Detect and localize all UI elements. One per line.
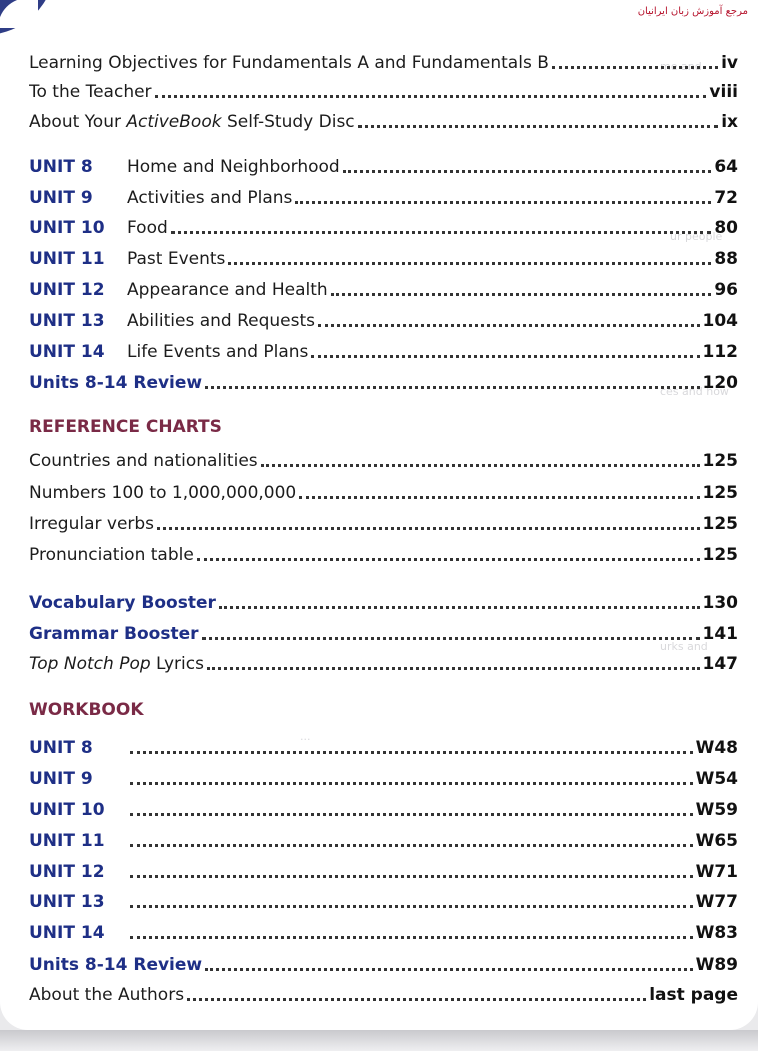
- toc-page: W83: [695, 923, 738, 943]
- toc-label: Units 8-14 Review: [29, 373, 203, 393]
- toc-row-workbook-unit-12[interactable]: [29, 857, 738, 883]
- toc-row-unit-9[interactable]: [29, 183, 738, 209]
- toc-row-unit-12[interactable]: [29, 275, 738, 301]
- toc-label: About the Authors: [29, 985, 185, 1005]
- toc-page: last page: [649, 985, 738, 1005]
- toc-label: Units 8-14 Review: [29, 955, 203, 975]
- unit-number: UNIT 8: [29, 157, 93, 177]
- watermark: مرجع آموزش زبان ایرانیان: [637, 6, 748, 17]
- toc-label: Numbers 100 to 1,000,000,000: [29, 483, 297, 503]
- toc-row-about-activebook[interactable]: [29, 107, 738, 133]
- toc-page: 125: [702, 451, 738, 471]
- unit-number: UNIT 13: [29, 311, 105, 331]
- leader-dots: [205, 382, 699, 389]
- unit-number: UNIT 12: [29, 280, 105, 300]
- toc-label: About Your ActiveBook Self-Study Disc: [29, 112, 355, 132]
- leader-dots: [155, 91, 707, 98]
- unit-number: UNIT 11: [29, 831, 105, 851]
- unit-number: UNIT 10: [29, 800, 105, 820]
- leader-dots: [130, 871, 693, 878]
- unit-number: UNIT 9: [29, 188, 93, 208]
- leader-dots: [130, 901, 693, 908]
- unit-number: UNIT 14: [29, 342, 105, 362]
- toc-label: Vocabulary Booster: [29, 593, 216, 613]
- toc-page: iv: [721, 53, 738, 73]
- show-through: urks and: [660, 640, 708, 653]
- toc-page: 112: [702, 342, 738, 362]
- toc-page: W54: [695, 769, 738, 789]
- toc-row-workbook-review[interactable]: [29, 950, 738, 976]
- toc-label: Learning Objectives for Fundamentals A and Fundamentals B: [29, 53, 549, 73]
- leader-dots: [343, 166, 712, 173]
- toc-page: ix: [721, 112, 738, 132]
- unit-title: Home and Neighborhood: [127, 157, 340, 177]
- show-through: ces and how: [660, 385, 729, 398]
- leader-dots: [228, 258, 711, 265]
- leader-dots: [331, 289, 712, 296]
- unit-number: UNIT 9: [29, 769, 93, 789]
- leader-dots: [311, 351, 699, 358]
- unit-number: UNIT 13: [29, 892, 105, 912]
- leader-dots: [261, 460, 700, 467]
- toc-row-learning-objectives[interactable]: [29, 48, 738, 74]
- toc-row-countries[interactable]: [29, 446, 738, 472]
- toc-row-unit-8[interactable]: [29, 152, 738, 178]
- toc-row-irregular-verbs[interactable]: [29, 509, 738, 535]
- toc-row-unit-11[interactable]: [29, 244, 738, 270]
- unit-title: Appearance and Health: [127, 280, 328, 300]
- toc-row-vocabulary-booster[interactable]: [29, 588, 738, 614]
- unit-number: UNIT 12: [29, 862, 105, 882]
- leader-dots: [197, 554, 700, 561]
- leader-dots: [205, 964, 692, 971]
- toc-page: W59: [695, 800, 738, 820]
- section-heading-workbook: WORKBOOK: [29, 700, 144, 720]
- toc-page: 125: [702, 514, 738, 534]
- toc-page: W65: [695, 831, 738, 851]
- toc-page: 96: [714, 280, 738, 300]
- leader-dots: [358, 121, 719, 128]
- toc-row-lyrics[interactable]: [29, 649, 738, 675]
- unit-number: UNIT 11: [29, 249, 105, 269]
- toc-page: W48: [695, 738, 738, 758]
- show-through: me and: [660, 60, 702, 73]
- toc-page: 125: [702, 483, 738, 503]
- unit-title: Life Events and Plans: [127, 342, 309, 362]
- toc-page: 120: [702, 373, 738, 393]
- page-edge-shadow: [0, 1030, 758, 1051]
- leader-dots: [130, 932, 693, 939]
- toc-row-unit-13[interactable]: [29, 306, 738, 332]
- toc-row-workbook-unit-10[interactable]: [29, 795, 738, 821]
- toc-row-grammar-booster[interactable]: [29, 619, 738, 645]
- leader-dots: [318, 320, 700, 327]
- toc-label: Pronunciation table: [29, 545, 194, 565]
- toc-row-pronunciation[interactable]: [29, 540, 738, 566]
- toc-page: 125: [702, 545, 738, 565]
- leader-dots: [187, 994, 646, 1001]
- section-heading-reference-charts: REFERENCE CHARTS: [29, 417, 222, 437]
- toc-page: 147: [702, 654, 738, 674]
- leader-dots: [171, 227, 712, 234]
- toc-row-unit-10[interactable]: [29, 213, 738, 239]
- leader-dots: [552, 62, 718, 69]
- toc-row-workbook-unit-9[interactable]: [29, 764, 738, 790]
- toc-label: Irregular verbs: [29, 514, 155, 534]
- unit-number: UNIT 10: [29, 218, 105, 238]
- toc-page: 64: [714, 157, 738, 177]
- toc-row-workbook-unit-13[interactable]: [29, 887, 738, 913]
- corner-tab: [0, 0, 55, 35]
- toc-row-unit-14[interactable]: [29, 337, 738, 363]
- leader-dots: [130, 809, 693, 816]
- toc-row-to-the-teacher[interactable]: [29, 77, 738, 103]
- toc-row-workbook-unit-8[interactable]: [29, 733, 738, 759]
- toc-page: 80: [714, 218, 738, 238]
- unit-number: UNIT 14: [29, 923, 105, 943]
- toc-label: To the Teacher: [29, 82, 152, 102]
- unit-title: Activities and Plans: [127, 188, 293, 208]
- toc-page: viii: [709, 82, 738, 102]
- toc-page: W77: [695, 892, 738, 912]
- leader-dots: [295, 197, 711, 204]
- unit-title: Past Events: [127, 249, 226, 269]
- toc-page: 104: [702, 311, 738, 331]
- leader-dots: [130, 840, 693, 847]
- unit-number: UNIT 8: [29, 738, 93, 758]
- leader-dots: [219, 602, 700, 609]
- toc-label: Grammar Booster: [29, 624, 199, 644]
- leader-dots: [130, 778, 693, 785]
- toc-page: W71: [695, 862, 738, 882]
- toc-page: 88: [714, 249, 738, 269]
- unit-title: Food: [127, 218, 168, 238]
- leader-dots: [299, 492, 699, 499]
- toc-page: 72: [714, 188, 738, 208]
- toc-page: 141: [702, 624, 738, 644]
- leader-dots: [207, 663, 700, 670]
- show-through: ...: [300, 730, 311, 743]
- leader-dots: [202, 633, 700, 640]
- toc-page: 130: [702, 593, 738, 613]
- toc-row-workbook-unit-11[interactable]: [29, 826, 738, 852]
- unit-title: Abilities and Requests: [127, 311, 315, 331]
- show-through: ur people: [670, 230, 723, 243]
- toc-page: W89: [695, 955, 738, 975]
- leader-dots: [157, 523, 699, 530]
- toc-label: Top Notch Pop Lyrics: [29, 654, 204, 674]
- toc-row-about-authors[interactable]: [29, 980, 738, 1006]
- toc-row-numbers[interactable]: [29, 478, 738, 504]
- toc-label: Countries and nationalities: [29, 451, 258, 471]
- toc-row-workbook-unit-14[interactable]: [29, 918, 738, 944]
- toc-row-units-review[interactable]: [29, 368, 738, 394]
- leader-dots: [130, 747, 693, 754]
